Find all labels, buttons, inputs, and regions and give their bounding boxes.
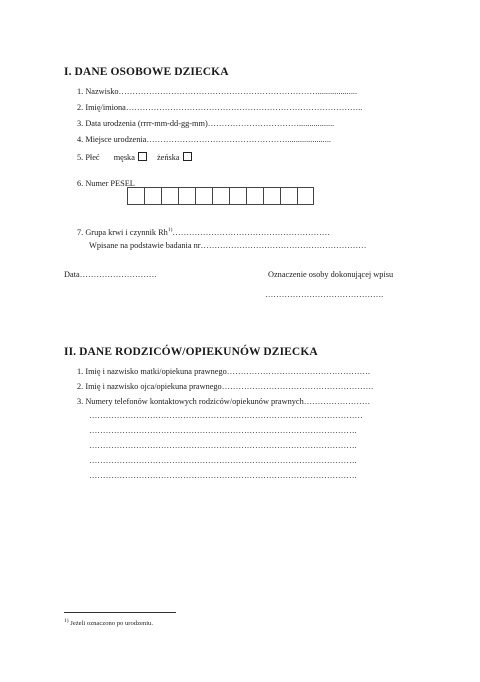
- field-label: Grupa krwi i czynnik Rh: [85, 227, 168, 237]
- field-label: Imię i nazwisko ojca/opiekuna prawnego: [85, 382, 222, 391]
- signature-line[interactable]: …………………………………….: [265, 290, 384, 299]
- item-number: 6.: [77, 179, 84, 188]
- section1-heading: I. DANE OSOBOWE DZIECKA: [64, 66, 229, 78]
- pesel-cell[interactable]: [195, 187, 212, 205]
- pesel-cell[interactable]: [229, 187, 246, 205]
- item-number: 1.: [77, 367, 84, 376]
- footnote: [64, 618, 153, 627]
- sex-female-checkbox[interactable]: [183, 152, 192, 161]
- pesel-cell[interactable]: [297, 187, 314, 205]
- sex-female-label: żeńska: [156, 153, 180, 162]
- field-label: Numery telefonów kontaktowych rodziców/opiekunów prawnych: [85, 397, 304, 406]
- fill-dots: …………………………………………….: [226, 367, 370, 376]
- pesel-cell[interactable]: [178, 187, 195, 205]
- phone-line[interactable]: …………………………………………………………………………………….: [89, 426, 357, 435]
- field-label: Data: [64, 270, 80, 279]
- section2-heading: II. DANE RODZICÓW/OPIEKUNÓW DZIECKA: [64, 346, 318, 358]
- fill-dots: ……………………………………………….: [221, 382, 374, 391]
- item-number: 2.: [77, 382, 84, 391]
- footnote-marker: 1): [64, 618, 69, 624]
- field-blood-group[interactable]: [77, 225, 330, 238]
- pesel-cell[interactable]: [212, 187, 229, 205]
- field-father-name[interactable]: [77, 382, 373, 392]
- fill-dots: ……………………: [303, 397, 371, 406]
- field-label: Imię/imiona: [85, 103, 126, 112]
- signature-label: Oznaczenie osoby dokonującej wpisu: [268, 270, 394, 279]
- field-mother-name[interactable]: [77, 367, 370, 377]
- phone-line[interactable]: …………………………………………………………………………………….: [89, 441, 357, 450]
- fill-dots: ……………………………………………………: [200, 241, 367, 250]
- pesel-cell[interactable]: [144, 187, 161, 205]
- phone-line[interactable]: …………………………………………………………………………………….: [89, 456, 357, 465]
- fill-dots: …………………………………………………: [172, 227, 331, 237]
- field-label: Płeć: [85, 153, 100, 162]
- footnote-rule: [64, 612, 176, 613]
- field-label: Miejsce urodzenia: [85, 135, 147, 144]
- field-label: Nazwisko: [85, 87, 119, 96]
- field-birth-date[interactable]: [77, 119, 334, 129]
- pesel-cell[interactable]: [263, 187, 280, 205]
- item-number: 5.: [77, 153, 84, 162]
- field-label: Numer PESEL: [85, 179, 135, 188]
- sex-male-checkbox[interactable]: [138, 152, 147, 161]
- field-birth-place[interactable]: [77, 135, 331, 145]
- field-label: Data urodzenia (rrrr-mm-dd-gg-mm): [85, 119, 208, 128]
- item-number: 2.: [77, 103, 84, 112]
- item-number: 1.: [77, 87, 84, 96]
- item-number: 7.: [77, 227, 84, 237]
- pesel-cell[interactable]: [280, 187, 297, 205]
- field-label: Wpisane na podstawie badania nr: [89, 241, 201, 250]
- phone-line[interactable]: ………………………………………………………………………………………: [89, 411, 363, 420]
- field-sex: [77, 152, 192, 163]
- pesel-cell[interactable]: [246, 187, 263, 205]
- fill-dots: ………………………………………………………………...................: [118, 87, 358, 96]
- field-date[interactable]: [64, 270, 156, 280]
- field-surname[interactable]: [77, 87, 357, 97]
- item-number: 3.: [77, 119, 84, 128]
- pesel-cell[interactable]: [161, 187, 178, 205]
- item-number: 4.: [77, 135, 84, 144]
- pesel-boxes[interactable]: [127, 187, 314, 205]
- field-phone-numbers[interactable]: [77, 397, 370, 407]
- pesel-cell[interactable]: [127, 187, 144, 205]
- phone-line[interactable]: …………………………………………………………………………………….: [89, 471, 357, 480]
- fill-dots: …………………………………………….....................: [146, 135, 331, 144]
- footnote-text: Jeżeli oznaczono po urodzeniu.: [70, 620, 154, 628]
- item-number: 3.: [77, 397, 84, 406]
- fill-dots: …………………………….................: [207, 119, 335, 128]
- footnote-ref: 1): [167, 227, 173, 233]
- field-test-number[interactable]: [89, 241, 366, 251]
- fill-dots: ……………………….: [79, 270, 157, 279]
- field-first-names[interactable]: [77, 103, 362, 113]
- fill-dots: …………………………………………………………………………..: [125, 103, 363, 112]
- sex-male-label: męska: [113, 153, 135, 162]
- field-label: Imię i nazwisko matki/opiekuna prawnego: [85, 367, 227, 376]
